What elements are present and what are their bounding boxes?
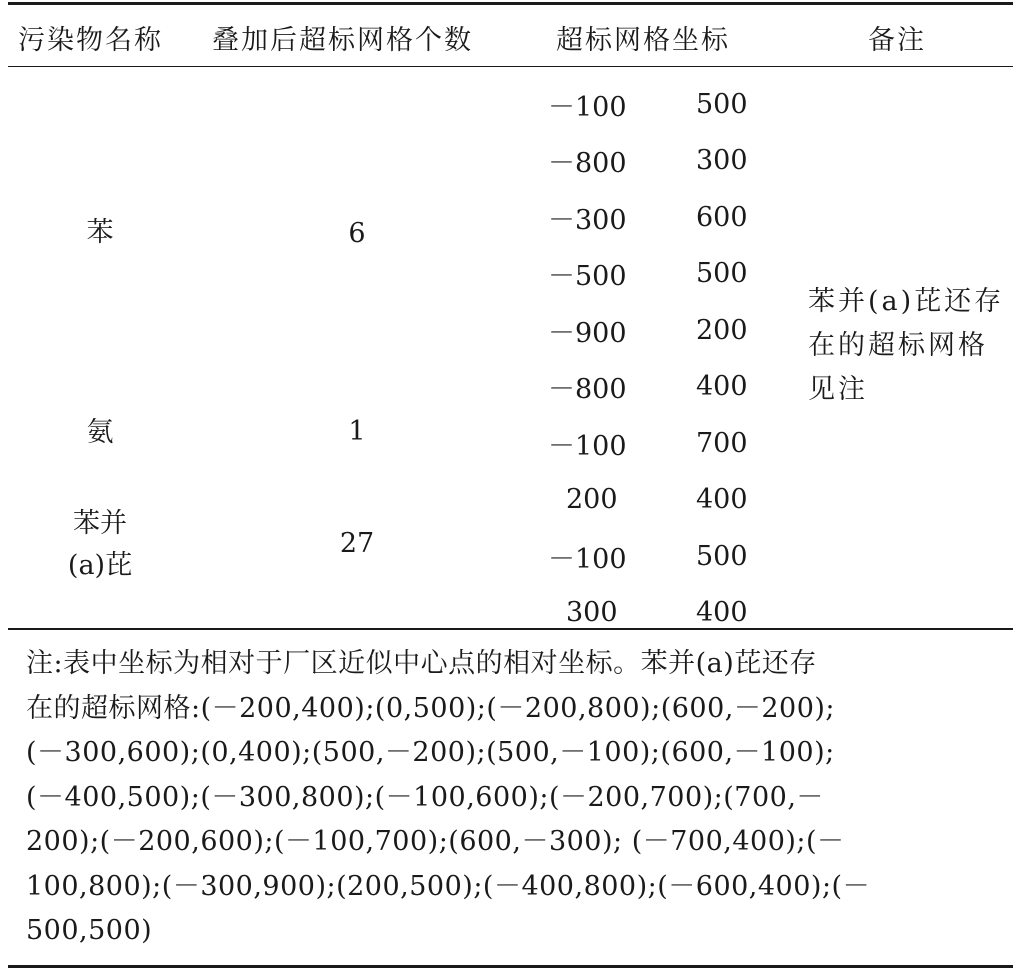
coordinate-row (548, 528, 808, 585)
coordinate-x: －100 (548, 430, 627, 462)
coordinate-row (548, 76, 808, 133)
coordinate-y: 700 (696, 427, 748, 459)
coordinate-x: 200 (566, 484, 618, 516)
coordinate-row (548, 585, 808, 642)
coordinate-x: －100 (548, 543, 627, 575)
top-rule (8, 2, 1013, 5)
pollutant-count-benzene: 6 (348, 218, 366, 249)
header-rule (8, 66, 1013, 67)
remark-text: 苯并(a)芘还存在的超标网格见注 (808, 286, 1005, 405)
coordinate-x: 300 (566, 597, 618, 629)
coordinate-y: 600 (696, 201, 748, 233)
coordinate-row (548, 359, 808, 416)
pollutant-name-benzene: 苯 (86, 217, 114, 248)
coordinate-x: －900 (548, 317, 627, 349)
header-pollutant-name: 污染物名称 (18, 25, 163, 56)
coordinate-y: 300 (696, 145, 748, 177)
coordinate-row (548, 415, 808, 472)
coordinate-y: 400 (696, 597, 748, 629)
header-grid-count: 叠加后超标网格个数 (212, 25, 473, 56)
pollutant-count-benzo-a-pyrene: 27 (339, 528, 375, 559)
coordinate-y: 400 (696, 371, 748, 403)
coordinate-x: －800 (548, 148, 627, 180)
header-remark: 备注 (868, 25, 926, 56)
coordinate-x: －800 (548, 374, 627, 406)
pollutant-name-benzo-a-pyrene: 苯并 (a)芘 (67, 508, 133, 581)
coordinate-list (548, 76, 808, 641)
coordinate-row (548, 472, 808, 529)
pollutant-name-ammonia: 氨 (86, 417, 114, 448)
pollutant-count-ammonia: 1 (348, 416, 366, 447)
coordinate-y: 400 (696, 484, 748, 516)
coordinate-y: 500 (696, 540, 748, 572)
coordinate-x: －300 (548, 204, 627, 236)
coordinate-row (548, 189, 808, 246)
coordinate-x: －100 (548, 91, 627, 123)
coordinate-row (548, 133, 808, 190)
body-rule (8, 628, 1013, 630)
coordinate-row (548, 246, 808, 303)
bottom-rule (8, 965, 1013, 968)
table-footnote: 注:表中坐标为相对于厂区近似中心点的相对坐标。苯并(a)芘还存 在的超标网格:(－200,400);(0,500);(－200,800);(600,－200); (－300,600);(0,400);(500,－200);(500,－100);(600,－100); (－400,500);(－300,800);(－100,600);(－200,700);(700,－ 200);(－200,600);(－100,700);(600,－300); (－700,400);(－ 100,800);(－300,900);(200,500);(－400,800);(－600,400);(－ 500,500) (26, 648, 871, 946)
coordinate-row (548, 302, 808, 359)
coordinate-y: 200 (696, 314, 748, 346)
coordinate-y: 500 (696, 258, 748, 290)
coordinate-y: 500 (696, 88, 748, 120)
header-grid-coordinates: 超标网格坐标 (556, 25, 730, 56)
coordinate-x: －500 (548, 261, 627, 293)
